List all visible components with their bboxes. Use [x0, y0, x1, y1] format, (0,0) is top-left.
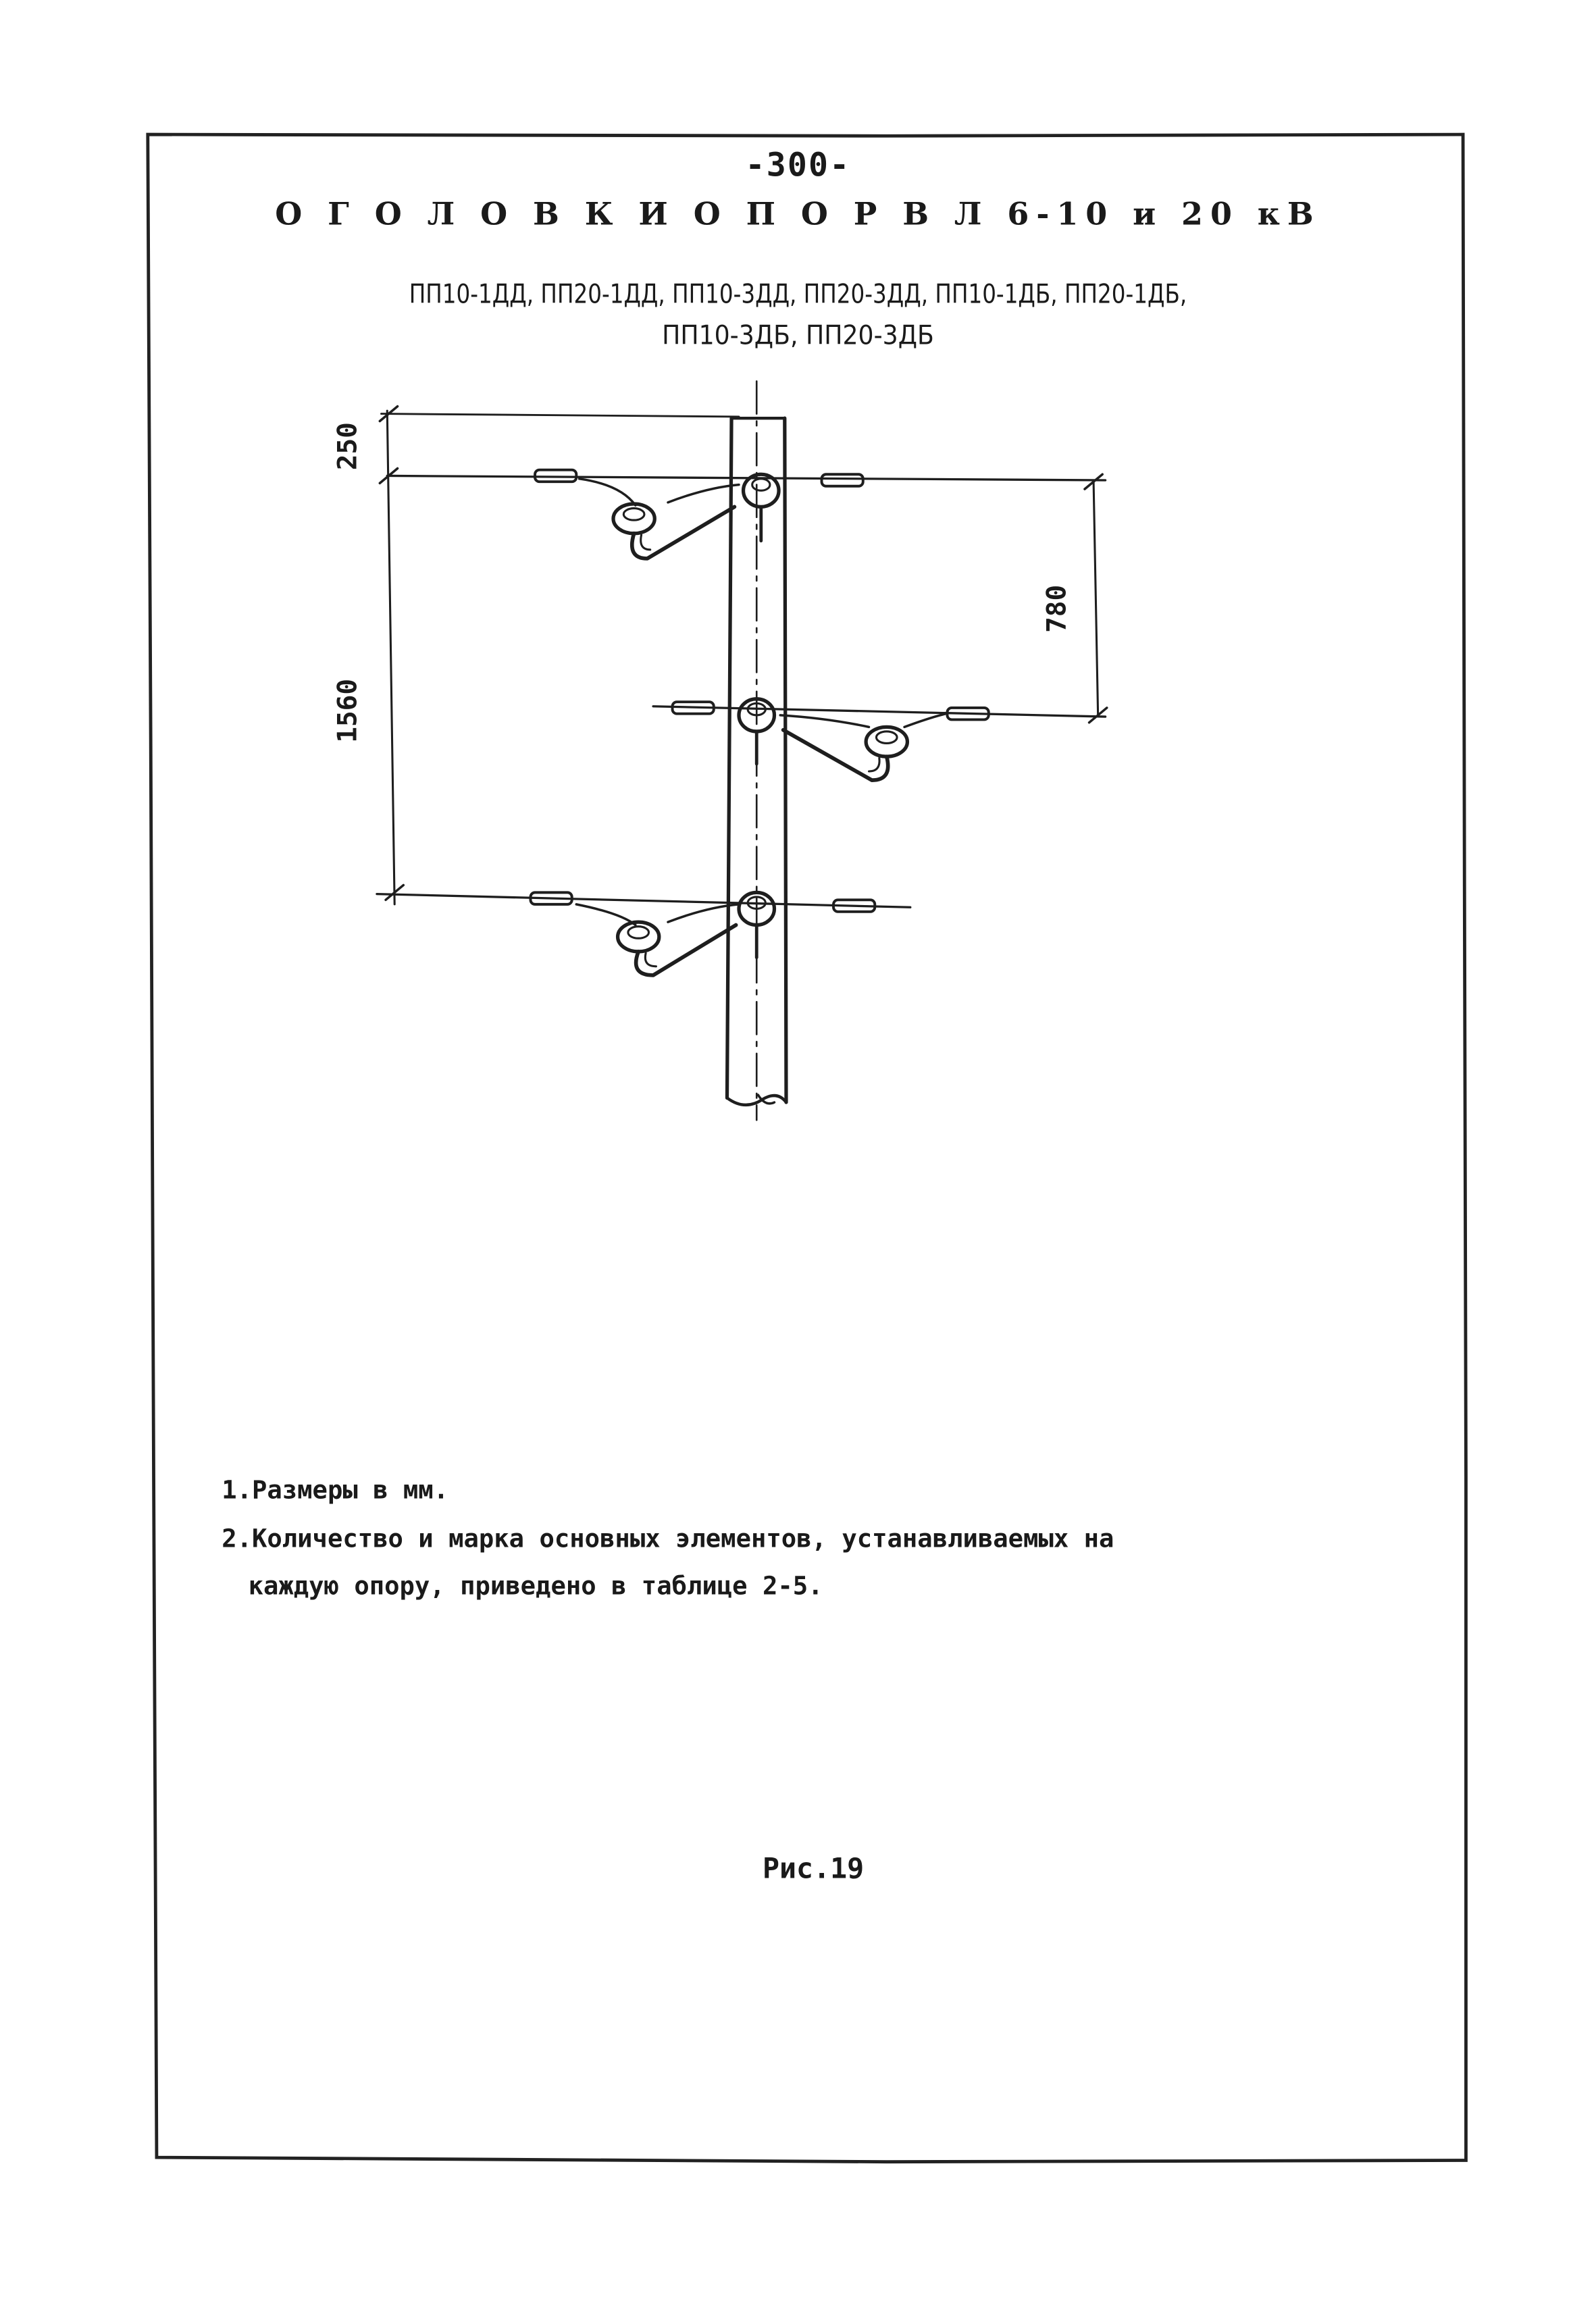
note-units: 1.Размеры в мм. [222, 1476, 449, 1506]
dimension-arm-spacing: 780 [1041, 584, 1073, 633]
support-type-codes-line-2: ПП10-3ДБ, ПП20-3ДБ [662, 320, 934, 352]
lower-crossarm [377, 892, 910, 925]
support-type-codes-line-1: ПП10-1ДД, ПП20-1ДД, ПП10-3ДД, ПП20-3ДД, ПП10-1ДБ, ПП20-1ДБ, [409, 279, 1187, 311]
middle-side-insulator [783, 727, 908, 780]
lower-side-insulator [618, 922, 736, 975]
dimension-total-height: 1560 [332, 678, 363, 743]
figure-caption: Рис.19 [762, 1853, 865, 1886]
upper-pole-insulator [744, 474, 779, 540]
right-dimension-line [1085, 474, 1107, 723]
note-elements-line-1: 2.Количество и марка основных элементов, устанавливаемых на [222, 1524, 1114, 1555]
dimension-top-offset: 250 [332, 422, 363, 471]
upper-side-insulator [613, 504, 734, 559]
middle-crossarm [653, 702, 1106, 727]
pole-head-diagram [332, 381, 1106, 1120]
note-elements-line-2: каждую опору, приведено в таблице 2-5. [248, 1572, 823, 1602]
page-number: -300- [745, 147, 851, 185]
page-title: О Г О Л О В К И О П О Р В Л 6-10 и 20 кВ [275, 195, 1321, 232]
